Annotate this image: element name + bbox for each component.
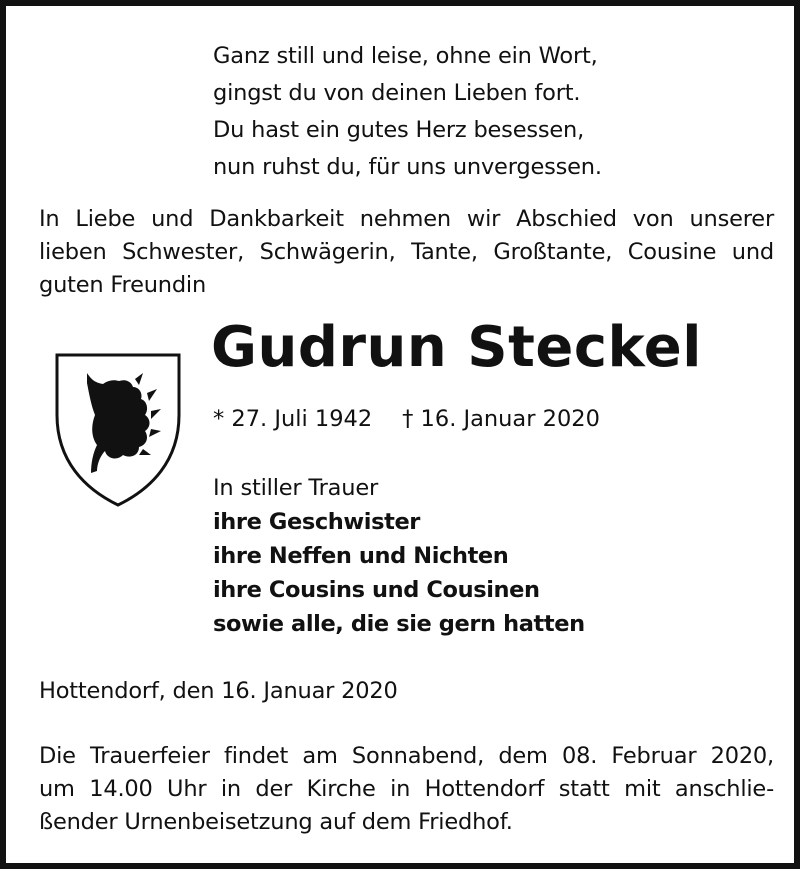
funeral-line: um 14.00 Uhr in der Kirche in Hottendorf statt mit anschlie- (39, 776, 774, 802)
funeral-notice (39, 740, 774, 839)
memorial-poem (213, 38, 602, 186)
poem-line: Du hast ein gutes Herz besessen, (213, 117, 585, 143)
birth-date: * 27. Juli 1942 (213, 406, 373, 432)
deceased-name: Gudrun Steckel (211, 315, 702, 380)
funeral-line: ßender Urnenbeisetzung auf dem Friedhof. (39, 809, 513, 835)
mourner-line: ihre Geschwister (213, 509, 420, 535)
funeral-line: Die Trauerfeier findet am Sonnabend, dem 08. Februar 2020, (39, 743, 774, 769)
poem-line: Ganz still und leise, ohne ein Wort, (213, 43, 598, 69)
intro-line: guten Freundin (39, 272, 207, 298)
mourner-line: ihre Neffen und Nichten (213, 543, 509, 569)
farewell-intro (39, 203, 774, 302)
intro-line: In Liebe und Dankbarkeit nehmen wir Abschied von unserer (39, 206, 774, 232)
life-dates (213, 403, 600, 435)
mourners-list (213, 471, 585, 641)
intro-line: lieben Schwester, Schwägerin, Tante, Großtante, Cousine und (39, 239, 774, 265)
mourners-heading: In stiller Trauer (213, 475, 379, 501)
poem-line: gingst du von deinen Lieben fort. (213, 80, 581, 106)
poem-line: nun ruhst du, für uns unvergessen. (213, 154, 602, 180)
death-date: † 16. Januar 2020 (402, 406, 600, 432)
place-date: Hottendorf, den 16. Januar 2020 (39, 678, 398, 704)
mourner-line: sowie alle, die sie gern hatten (213, 611, 585, 637)
mourner-line: ihre Cousins und Cousinen (213, 577, 540, 603)
coat-of-arms-icon (51, 351, 185, 509)
